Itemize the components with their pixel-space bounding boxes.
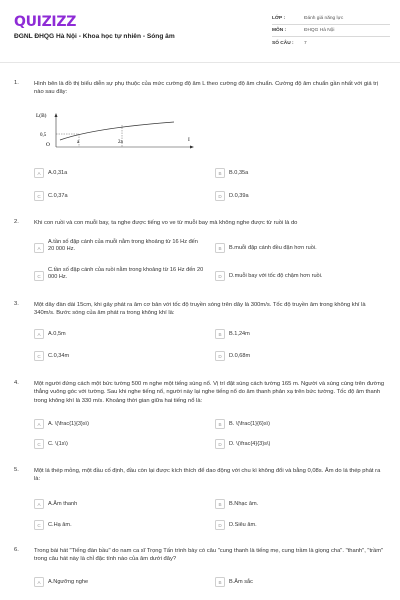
option-letter: A <box>34 577 44 587</box>
option-letter: D <box>215 191 225 201</box>
option-text: B.1,24m <box>229 330 250 337</box>
option-letter: B <box>215 168 225 178</box>
option-d[interactable] <box>215 270 322 282</box>
option-text: A.tần số đập cánh của muỗi nằm trong khoảng từ 16 Hz đến 20 000 Hz. <box>48 239 198 252</box>
option-text: B.0,35a <box>229 169 249 176</box>
question-number: 2. <box>14 219 19 225</box>
question-text: Hình bên là đồ thị biểu diễn sự phụ thuộc của mức cường độ âm L theo cường độ âm chuẩn. Cường độ âm chuẩn gần nhất với giá trị nào sau đây: <box>34 81 379 96</box>
x-tick-label: 2a <box>118 140 123 145</box>
option-text: D.0,39a <box>229 192 249 199</box>
option-letter: C <box>34 439 44 449</box>
option-d[interactable] <box>215 519 257 531</box>
option-a[interactable] <box>34 328 66 340</box>
option-text: C.Hạ âm. <box>48 521 72 528</box>
option-letter: A <box>34 419 44 429</box>
option-text: A.0,31a <box>48 169 68 176</box>
option-a[interactable] <box>34 576 88 588</box>
question-number: 5. <box>14 467 19 473</box>
meta-key: SỐ CÂU : <box>272 40 294 46</box>
question-text: Trong bài hát "Tiếng đàn bầu" do nam ca sĩ Trọng Tấn trình bày có câu "cung thanh là tiếng mẹ, cung trầm là giọng cha". "thanh", "trầm" trong câu hát này là chỉ đặc tính nào của âm dưới đây? <box>34 548 384 563</box>
graph-curve <box>60 122 174 140</box>
option-letter: A <box>34 329 44 339</box>
option-letter: B <box>215 243 225 253</box>
meta-row-class <box>272 13 390 25</box>
x-axis-arrow <box>190 146 194 149</box>
option-b[interactable] <box>215 576 253 588</box>
option-b[interactable] <box>215 498 258 510</box>
y-axis-label: L(B) <box>36 113 47 119</box>
question-text: Một người đứng cách một bức tường 500 m nghe một tiếng súng nổ. Vị trí đặt súng cách tường 165 m. Người và súng cùng trên đường thẳng vuông góc với tường. Sau khi nghe tiếng nổ, người này lại nghe tiếng nổ do âm thanh phản xạ trên bức tường. Tốc độ âm thanh trong không khí là 330 m/s. Khoảng thời gian giữa hai tiếng nổ là: <box>34 381 385 404</box>
option-text: D.0,68m <box>229 352 251 359</box>
question-number: 1. <box>14 80 19 86</box>
option-letter: A <box>34 499 44 509</box>
option-text: B.muỗi đập cánh đều đặn hơn ruồi. <box>229 244 317 251</box>
option-c[interactable] <box>34 190 68 202</box>
option-text: A. \(\frac{1}{3}s\) <box>48 420 90 427</box>
option-text: A.0,5m <box>48 330 66 337</box>
quizizz-logo: QUIZIZZ <box>14 14 77 30</box>
question-text: Một dây đàn dài 15cm, khi gảy phát ra âm cơ bản với tốc độ truyền sóng trên dây là 300m/s. Tốc độ truyền âm trong không khí là 340m/s. Bước sóng của âm phát ra trong không khí là: <box>34 302 366 317</box>
option-letter: B <box>215 499 225 509</box>
option-text: D.Siêu âm. <box>229 521 257 528</box>
origin-label: O <box>46 142 50 148</box>
document-title: ĐGNL ĐHQG Hà Nội - Khoa học tự nhiên - Sóng âm <box>14 33 175 40</box>
option-d[interactable] <box>215 190 249 202</box>
option-letter: D <box>215 439 225 449</box>
option-c[interactable] <box>34 267 204 285</box>
y-tick-label: 0,5 <box>40 133 47 138</box>
option-letter: C <box>34 520 44 530</box>
option-c[interactable] <box>34 438 68 450</box>
option-letter: C <box>34 271 44 281</box>
question-number: 6. <box>14 547 19 553</box>
option-c[interactable] <box>34 519 72 531</box>
meta-table <box>272 13 390 49</box>
option-letter: D <box>215 351 225 361</box>
option-text: C.tần số đập cánh của ruồi nằm trong khoảng từ 16 Hz đến 20 000 Hz. <box>48 267 204 280</box>
meta-key: MÔN : <box>272 28 287 33</box>
header-divider <box>0 62 400 63</box>
option-text: B.Nhạc âm. <box>229 500 259 507</box>
option-letter: C <box>34 351 44 361</box>
option-a[interactable] <box>34 418 89 430</box>
option-a[interactable] <box>34 167 67 179</box>
option-c[interactable] <box>34 350 69 362</box>
meta-value: Đánh giá năng lực <box>304 16 344 21</box>
option-text: A.Ngưỡng nghe <box>48 578 89 585</box>
meta-value: ĐHQG Hà Nội <box>304 28 335 33</box>
option-text: D. \(\frac{4}{3}s\) <box>229 440 271 447</box>
option-letter: A <box>34 243 44 253</box>
meta-key: LỚP : <box>272 16 286 21</box>
option-letter: C <box>34 191 44 201</box>
option-b[interactable] <box>215 242 317 254</box>
question-number: 4. <box>14 380 19 386</box>
option-b[interactable] <box>215 167 248 179</box>
meta-row-subject <box>272 25 390 37</box>
question-number: 3. <box>14 301 19 307</box>
question-graph <box>34 110 194 150</box>
option-letter: B <box>215 577 225 587</box>
option-d[interactable] <box>215 350 250 362</box>
option-text: D.muỗi bay với tốc độ chậm hơn ruồi. <box>229 272 323 279</box>
option-text: B. \(\frac{1}{6}s\) <box>229 420 271 427</box>
option-letter: D <box>215 520 225 530</box>
option-letter: A <box>34 168 44 178</box>
option-text: B.Âm sắc <box>229 578 253 585</box>
option-text: C. \(1s\) <box>48 440 68 447</box>
x-axis-label: I <box>188 137 190 143</box>
question-text: Khi con ruồi và con muỗi bay, ta nghe được tiếng vo ve từ muỗi bay mà không nghe được từ ruồi là do <box>34 220 298 226</box>
option-text: C.0,37a <box>48 192 68 199</box>
x-tick-label: a <box>77 140 80 145</box>
option-b[interactable] <box>215 418 270 430</box>
option-b[interactable] <box>215 328 250 340</box>
question-text: Một lá thép mỏng, một đầu cố định, đầu còn lại được kích thích để dao động với chu kì không đổi và bằng 0,08s. Âm do lá thép phát ra là: <box>34 468 381 483</box>
option-a[interactable] <box>34 498 77 510</box>
option-letter: D <box>215 271 225 281</box>
option-letter: B <box>215 419 225 429</box>
meta-row-count <box>272 37 390 49</box>
option-d[interactable] <box>215 438 270 450</box>
option-text: C.0,34m <box>48 352 70 359</box>
y-axis-arrow <box>55 113 58 117</box>
option-letter: B <box>215 329 225 339</box>
meta-value: 7 <box>304 40 307 46</box>
option-text: A.Âm thanh <box>48 500 78 507</box>
option-a[interactable] <box>34 239 204 257</box>
